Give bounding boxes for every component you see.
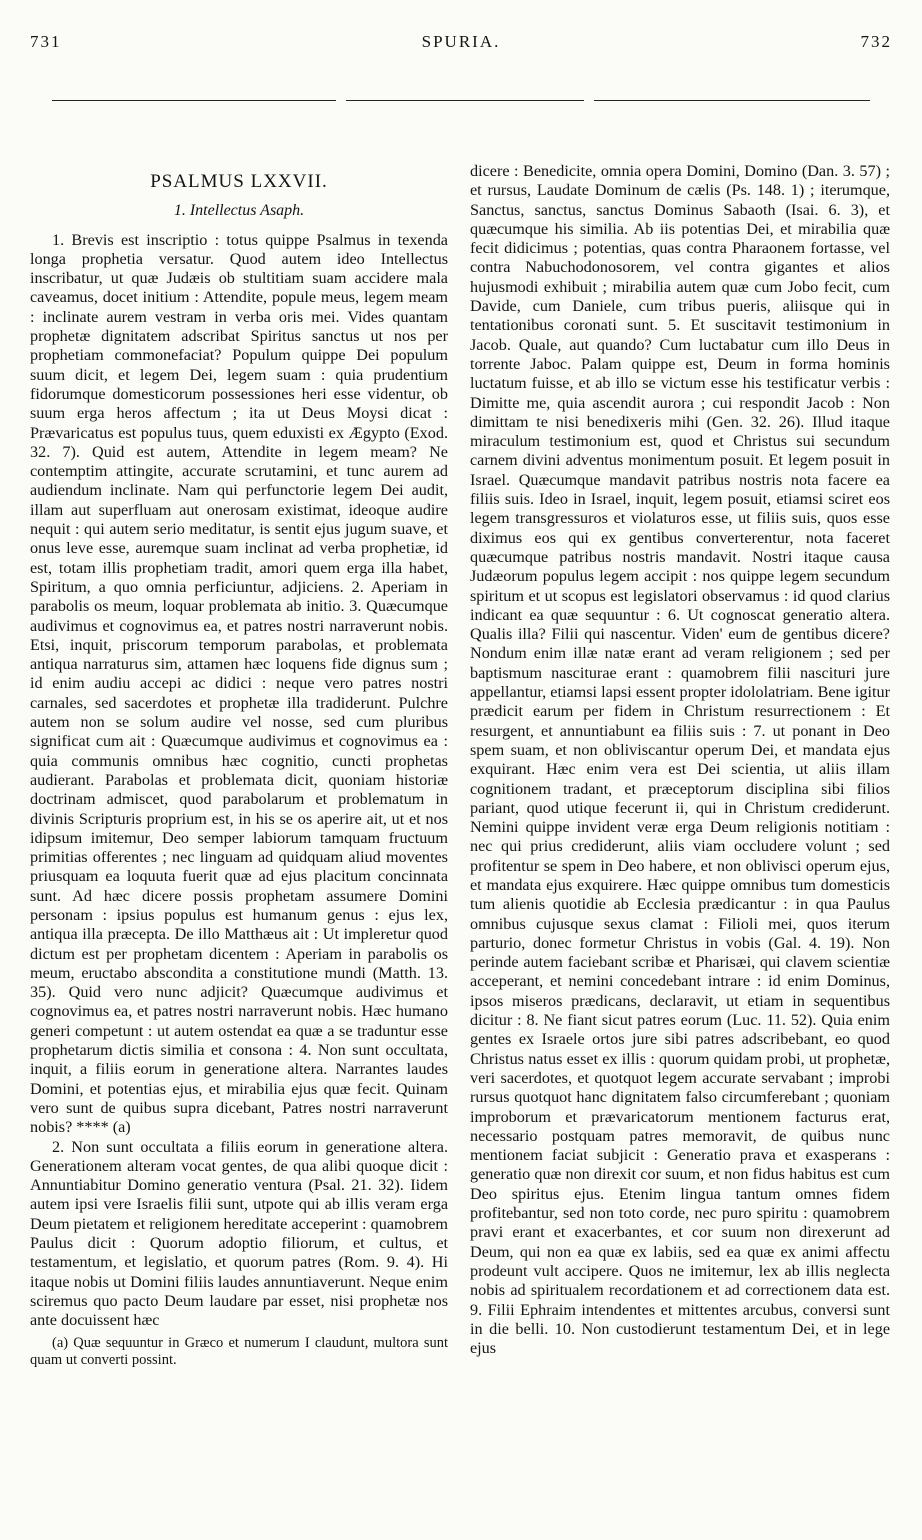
paragraph: 2. Non sunt occultata a filiis eorum in generatione altera. Generationem alteram vocat gentes, de qua alibi quoque dicit : Annuntiabitur Domino generatio ventura (Psal. 21. 32). Iidem autem ipsi vere Israelis filii sunt, utpote qui ab illis veram erga Deum pietatem et religionem hereditate acceperint : quamobrem Paulus dicit : Quorum adoptio filiorum, et cultus, et testamentum, et legislatio, et quorum patres (Rom. 9. 4). Hi itaque nobis ut Domini filiis laudes annuntiaverunt. Neque enim sciremus quo pacto Deum laudare par esset, nisi prophetæ nos ante docuissent hæc	[30, 1137, 448, 1330]
psalm-subtitle: 1. Intellectus Asaph.	[173, 202, 305, 220]
running-header	[30, 32, 892, 56]
header-rule-left	[52, 100, 336, 101]
header-rule-right	[594, 100, 870, 101]
left-page-number: 731	[30, 32, 62, 51]
right-page-number: 732	[860, 32, 892, 51]
paragraph: dicere : Benedicite, omnia opera Domini, Domino (Dan. 3. 57) ; et rursus, Laudate Dominum de cælis (Ps. 148. 1) ; iterumque, Sanctus, sanctus, sanctus Dominus Sabaoth (Isai. 6. 3), et quæcumque his similia. Ab iis potentias Dei, et mirabilia quæ fecit didicimus ; potentias, quas contra Pharaonem fortasse, vel contra Nabuchodonosorem, vel contra gigantes et alios hujusmodi exhibuit ; mirabilia autem quæ cum Jobo fecit, cum Davide, cum Daniele, cum tribus pueris, aliisque qui in tentationibus coronati sunt. 5. Et suscitavit testimonium in Jacob. Quale, aut quando? Cum luctabatur cum illo Deus in torrente Jaboc. Palam quippe est, Deum in forma hominis luctatum fuisse, et ab illo se victum esse his testificatur verbis : Dimitte me, quia ascendit aurora ; cui respondit Jacob : Non dimittam te nisi benedixeris mihi (Gen. 32. 26). Illud itaque miraculum testimonium est, quod et Christus sui secundum carnem divini adventus monimentum posuit. Et legem posuit in Israel. Quæcumque mandavit patribus nostris nota facere ea filiis suis. Ideo in Israel, inquit, legem posuit, etiamsi sciret eos legem transgressuros et violaturos esse, ut filiis suis, quos esse diximus eos qui ex gentibus converterentur, nota faceret quæcumque patribus nostris mandavit. Nostri itaque causa Judæorum populus legem accipit : nos quippe legem secundum spiritum et ut scopus est legislatori observamus : id quod clarius indicant ea quæ sequuntur : 6. Ut cognoscat generatio altera. Qualis illa? Filii qui nascentur. Viden' eum de gentibus dicere? Nondum enim illæ natæ erant ad veram religionem ; sed per baptismum nasciturae erant : quamobrem filii nascituri jure appellantur, etiamsi lapsi essent propter idololatriam. Bene igitur prædicit earum per fidem in Christum resurrectionem : Et resurgent, et annuntiabunt ea filiis suis : 7. ut ponant in Deo spem suam, et non obliviscantur operum Dei, et mandata ejus exquirant. Hæc enim vera est Dei scientia, ut aliis illam cognitionem tradant, et præceptorum disciplina sibi filios pariant, quod utique fecerunt ii, qui in Christum crediderunt. Nemini quippe invident veræ erga Deum religionis notitiam : nec qui prius crediderunt, aliis viam occludere volunt ; sed profitentur se spem in Deo habere, et non oblivisci operum ejus, et mandata ejus exquirere. Hæc quippe omnibus tum domesticis tum alienis quotidie ab Ecclesia prædicantur : in qua Paulus omnibus cujusque sexus clamat : Filioli mei, quos iterum parturio, donec formetur Christus in vobis (Gal. 4. 19). Non perinde autem faciebant scribæ et Pharisæi, qui clavem scientiæ acceperant, et nemini concedebant intrare : id enim Dominus, ipsos miseros prædicans, declaravit, ut etiam in sequentibus dicitur : 8. Ne fiant sicut patres eorum (Luc. 11. 52). Quia enim gentes ex Israele ortos jure sibi patres adscribebant, eo quod Christus natus esset ex illis : quorum quidam probi, ut prophetæ, veri sacerdotes, et quotquot legem accurate servabant ; improbi rursus quotquot hanc dignitatem falso circumferebant ; quoniam improborum et prævaricatorum mentionem facturus erat, necessario postquam patres memoravit, de quibus nunc mentionem faciat subjicit : Generatio prava et exasperans : generatio quæ non direxit cor suum, et non fidus habitus est cum Deo spiritus ejus. Etenim lingua tantum omnes fidem profitebantur, sed non toto corde, nec puro spiritu : quamobrem pravi erant et exacerbantes, et cor suum non direxerunt ad Deum, qui non ea quæ ex labiis, sed ea quæ ex animi affectu prodeunt vult accipere. Quos ne imitemur, lex ab illis neglecta nobis ad spiritualem recordationem et ad correctionem data est. 9. Filii Ephraim intendentes et mittentes arcubus, conversi sunt in die belli. 10. Non custodierunt testamentum Dei, et in lege ejus	[470, 162, 890, 1358]
left-column	[30, 158, 448, 1369]
paragraph: 1. Brevis est inscriptio : totus quippe Psalmus in texenda longa prophetia versatur. Quod autem ideo Intellectus inscribatur, ut quæ Judæis ob stultitiam suam accidere mala caveamus, docet initium : Attendite, popule meus, legem meam : inclinate aurem vestram in verba oris mei. Vides quantam prophetæ dignitatem adscribat Spiritus sanctus ut nos per prophetiam commonefaciat? Populum quippe Dei populum suum dicit, et legem Dei, legem suam : quia prudentium fidorumque domesticorum possessiones heri esse videntur, ob suum erga heros affectum ; ita ut Deus Moysi dicat : Prævaricatus est populus tuus, quem eduxisti ex Ægypto (Exod. 32. 7). Quid est autem, Attendite in legem meam? Ne contemptim attingite, accurate scrutamini, et tunc aurem ad audiendum inclinate. Nam qui perfunctorie legem Dei audit, illam aut superfluam aut onerosam existimat, ideoque audire nequit : qui autem serio meditatur, is sentit ejus jugum suave, et onus leve esse, auremque suam inclinat ad verba prophetiæ, id est, totam illis prophetiam tradit, amori quem erga illa habet, Spiritum, a quo omnia perficiuntur, adjiciens. 2. Aperiam in parabolis os meum, loquar problemata ab initio. 3. Quæcumque audivimus et cognovimus ea, et patres nostri narraverunt nobis. Etsi, inquit, priscorum temporum parabolas, et problemata antiqua narraturus sim, attamen hæc loquens fide dignus sum ; id enim audiu accepi ac didici : neque vero patres nostri carnales, sed sacerdotes et prophetæ illa tradiderunt. Pulchre autem non se solum audire vel nosse, sed cum pluribus significat cum ait : Quæcumque audivimus et cognovimus ea : quia communis omnibus hæc cognitio, cuncti prophetas audierant. Parabolas et problemata dicit, quoniam historiæ doctrinam admiscet, quod parabolarum et problematum in divinis Scripturis proprium est, in his se os aperire ait, ut et nos idipsum imitemur, Deo semper labiorum tamquam fructuum primitias offerentes ; nec linguam ad quidquam aliud moventes priusquam ea loquuta fuerit quæ ad ejus placitum concinnata sunt. Ad hæc dicere possis prophetam assumere Domini personam : ipsius populus est humanum genus : ejus lex, antiqua illa præcepta. De illo Matthæus ait : Ut impleretur quod dictum est per prophetam dicentem : Aperiam in parabolis os meum, eructabo abscondita a constitutione mundi (Matth. 13. 35). Quid vero nunc adjicit? Quæcumque audivimus et cognovimus ea, et patres nostri narraverunt nobis. Hæc humano generi competunt : ut autem ostendat ea quæ a se traduntur esse prophetarum dictis similia et consona : 4. Non sunt occultata, inquit, a filiis eorum in generatione altera. Narrantes laudes Domini, et potentias ejus, et mirabilia ejus quæ fecit. Quinam vero sunt de quibus supra dicebant, Patres nostri narraverunt nobis? **** (a)	[30, 230, 448, 1137]
right-column	[470, 162, 890, 1358]
footnote: (a) Quæ sequuntur in Græco et numerum I claudunt, multora sunt quam ut converti possint.	[30, 1334, 448, 1368]
header-rule-middle	[346, 100, 584, 101]
psalm-title: PSALMUS LXXVII.	[150, 171, 328, 192]
running-title: SPURIA.	[421, 32, 501, 51]
